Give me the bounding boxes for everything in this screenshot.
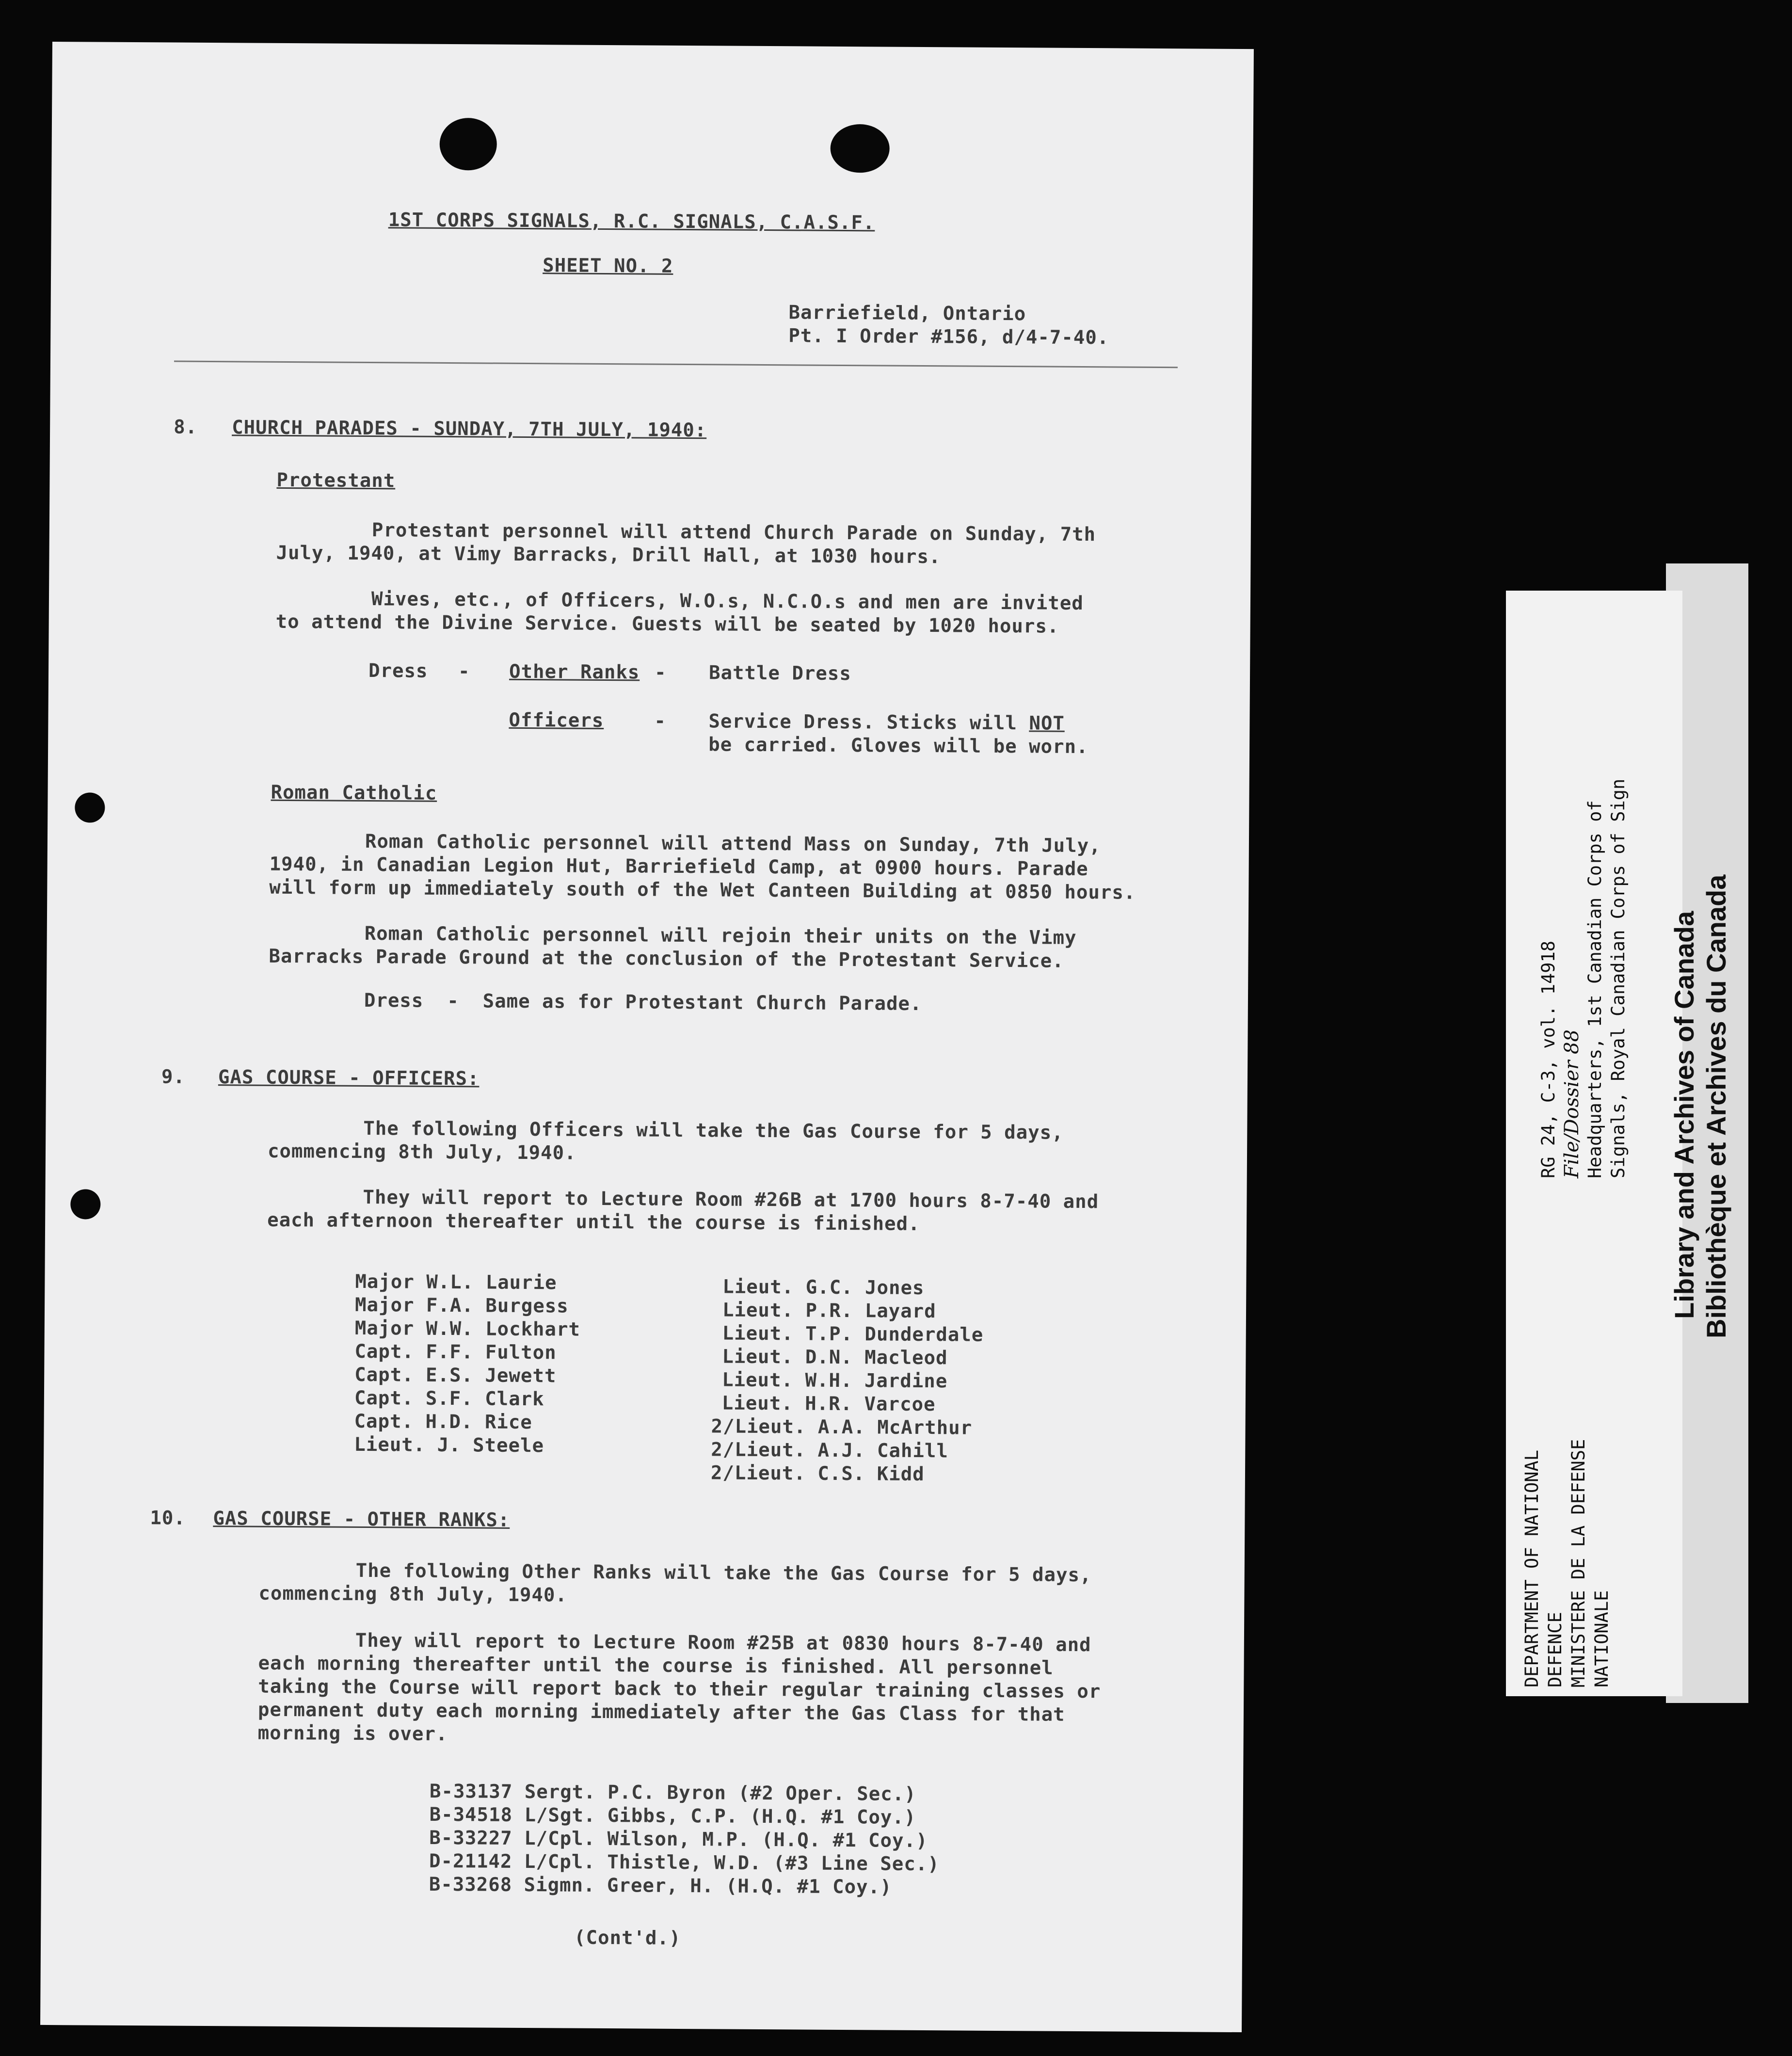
punch-hole-side-upper: [75, 792, 105, 822]
other-rank-2: B-34518 L/Sgt. Gibbs, C.P. (H.Q. #1 Coy.): [429, 1803, 916, 1829]
section-9-title: GAS COURSE - OFFICERS:: [218, 1066, 480, 1090]
officer-left-6: Capt. S.F. Clark: [354, 1387, 544, 1411]
punch-hole-top-left: [439, 118, 497, 171]
officer-right-3: Lieut. T.P. Dunderdale: [722, 1322, 984, 1346]
officer-left-4: Capt. F.F. Fulton: [354, 1340, 557, 1364]
rc-para-2-line-2: Barracks Parade Ground at the conclusion of the Protestant Service.: [269, 945, 1064, 972]
department-line-4: NATIONALE: [1591, 1590, 1612, 1687]
officer-left-5: Capt. E.S. Jewett: [354, 1364, 557, 1387]
gas-officers-para-2-line-2: each afternoon thereafter until the course is finished.: [267, 1209, 920, 1235]
other-rank-1: B-33137 Sergt. P.C. Byron (#2 Oper. Sec.): [429, 1780, 916, 1805]
officers-dash: -: [654, 710, 667, 732]
gas-or-para-2-line-5: morning is over.: [257, 1722, 448, 1746]
officer-right-4: Lieut. D.N. Macleod: [722, 1346, 948, 1369]
rc-dress: Dress - Same as for Protestant Church Parade.: [364, 989, 922, 1015]
lac-english: Library and Archives of Canada: [1669, 911, 1699, 1319]
officers-dress-line-1: [708, 710, 1065, 735]
gas-or-para-2-line-3: taking the Course will report back to their regular training classes or: [258, 1675, 1101, 1703]
protestant-heading: Protestant: [276, 469, 396, 492]
rc-para-1-line-1: Roman Catholic personnel will attend Mass on Sunday, 7th July,: [365, 830, 1101, 857]
officer-right-9: 2/Lieut. C.S. Kidd: [710, 1462, 925, 1486]
order-reference: Pt. I Order #156, d/4-7-40.: [788, 325, 1109, 349]
dress-dash: -: [458, 660, 470, 683]
other-rank-3: B-33227 L/Cpl. Wilson, M.P. (H.Q. #1 Coy.): [429, 1827, 928, 1852]
section-8-title: CHURCH PARADES - SUNDAY, 7TH JULY, 1940:: [232, 417, 707, 442]
file-dossier-number: File/Dossier 88: [1561, 1029, 1583, 1178]
description-line-1: Headquarters, 1st Canadian Corps of: [1584, 800, 1605, 1178]
protestant-para-1-line-2: July, 1940, at Vimy Barracks, Drill Hall, at 1030 hours.: [276, 542, 941, 568]
officer-left-7: Capt. H.D. Rice: [354, 1410, 532, 1434]
officer-left-1: Major W.L. Laurie: [355, 1270, 557, 1294]
gas-or-para-2-line-2: each morning thereafter until the course is finished. All personnel: [258, 1652, 1054, 1679]
punch-hole-side-lower: [70, 1189, 100, 1219]
other-ranks-label: Other Ranks: [509, 660, 640, 684]
dress-label: Dress: [368, 660, 428, 682]
officers-dress-line-2: be carried. Gloves will be worn.: [708, 734, 1088, 758]
document-page: [40, 42, 1254, 2032]
lac-french: Bibliothèque et Archives du Canada: [1701, 874, 1731, 1338]
officer-left-2: Major F.A. Burgess: [354, 1294, 569, 1317]
gas-or-para-2-line-4: permanent duty each morning immediately after the Gas Class for that: [257, 1699, 1065, 1726]
description-line-2: Signals, Royal Canadian Corps of Sign: [1608, 778, 1629, 1178]
rc-para-1-line-3: will form up immediately south of the Wet Canteen Building at 0850 hours.: [269, 876, 1136, 904]
gas-or-para-1-line-2: commencing 8th July, 1940.: [258, 1582, 568, 1606]
not-emphasis: NOT: [1029, 712, 1065, 735]
officers-label: Officers: [509, 709, 604, 732]
section-9-number: 9.: [161, 1066, 186, 1088]
section-10-number: 10.: [150, 1507, 186, 1529]
section-10-title: GAS COURSE - OTHER RANKS:: [213, 1508, 510, 1531]
other-ranks-dash: -: [654, 661, 667, 684]
officer-right-1: Lieut. G.C. Jones: [722, 1276, 925, 1300]
department-line-1: DEPARTMENT OF NATIONAL: [1521, 1449, 1542, 1687]
officer-left-8: Lieut. J. Steele: [354, 1433, 544, 1457]
gas-officers-para-1-line-2: commencing 8th July, 1940.: [267, 1140, 576, 1164]
gas-officers-para-1-line-1: The following Officers will take the Gas Course for 5 days,: [363, 1117, 1064, 1144]
officer-right-5: Lieut. W.H. Jardine: [722, 1369, 948, 1393]
officer-right-6: Lieut. H.R. Varcoe: [721, 1392, 936, 1416]
other-rank-4: D-21142 L/Cpl. Thistle, W.D. (#3 Line Sec.): [429, 1850, 940, 1876]
department-line-3: MINISTERE DE LA DEFENSE: [1568, 1439, 1589, 1687]
header-rule: [174, 361, 1178, 369]
gas-officers-para-2-line-1: They will report to Lecture Room #26B at 1700 hours 8-7-40 and: [363, 1186, 1099, 1213]
department-line-2: DEFENCE: [1545, 1612, 1566, 1687]
officer-right-8: 2/Lieut. A.J. Cahill: [711, 1439, 949, 1462]
gas-or-para-1-line-1: The following Other Ranks will take the Gas Course for 5 days,: [355, 1559, 1092, 1587]
continued-note: (Cont'd.): [574, 1927, 681, 1949]
rc-para-1-line-2: 1940, in Canadian Legion Hut, Barriefield Camp, at 0900 hours. Parade: [269, 853, 1088, 881]
punch-hole-top-right: [830, 124, 890, 173]
sheet-number: SHEET NO. 2: [543, 255, 673, 277]
officer-right-7: 2/Lieut. A.A. McArthur: [711, 1415, 973, 1439]
reference-number: RG 24, C-3, vol. 14918: [1538, 940, 1559, 1178]
protestant-para-1-line-1: Protestant personnel will attend Church Parade on Sunday, 7th: [371, 519, 1096, 546]
other-ranks-dress: Battle Dress: [708, 662, 851, 685]
protestant-para-2-line-2: to attend the Divine Service. Guests will be seated by 1020 hours.: [275, 610, 1059, 638]
roman-catholic-heading: Roman Catholic: [271, 781, 437, 804]
other-rank-5: B-33268 Sigmn. Greer, H. (H.Q. #1 Coy.): [429, 1873, 892, 1898]
protestant-para-2-line-1: Wives, etc., of Officers, W.O.s, N.C.O.s and men are invited: [371, 588, 1084, 615]
officers-dress-text: Service Dress. Sticks will: [708, 710, 1029, 735]
officer-right-2: Lieut. P.R. Layard: [722, 1299, 936, 1323]
section-8-number: 8.: [174, 416, 198, 438]
officer-left-3: Major W.W. Lockhart: [354, 1317, 581, 1341]
gas-or-para-2-line-1: They will report to Lecture Room #25B at 0830 hours 8-7-40 and: [355, 1629, 1091, 1656]
rc-para-2-line-1: Roman Catholic personnel will rejoin their units on the Vimy: [364, 922, 1077, 949]
place: Barriefield, Ontario: [788, 302, 1026, 325]
unit-heading: 1ST CORPS SIGNALS, R.C. SIGNALS, C.A.S.F.: [388, 209, 875, 234]
